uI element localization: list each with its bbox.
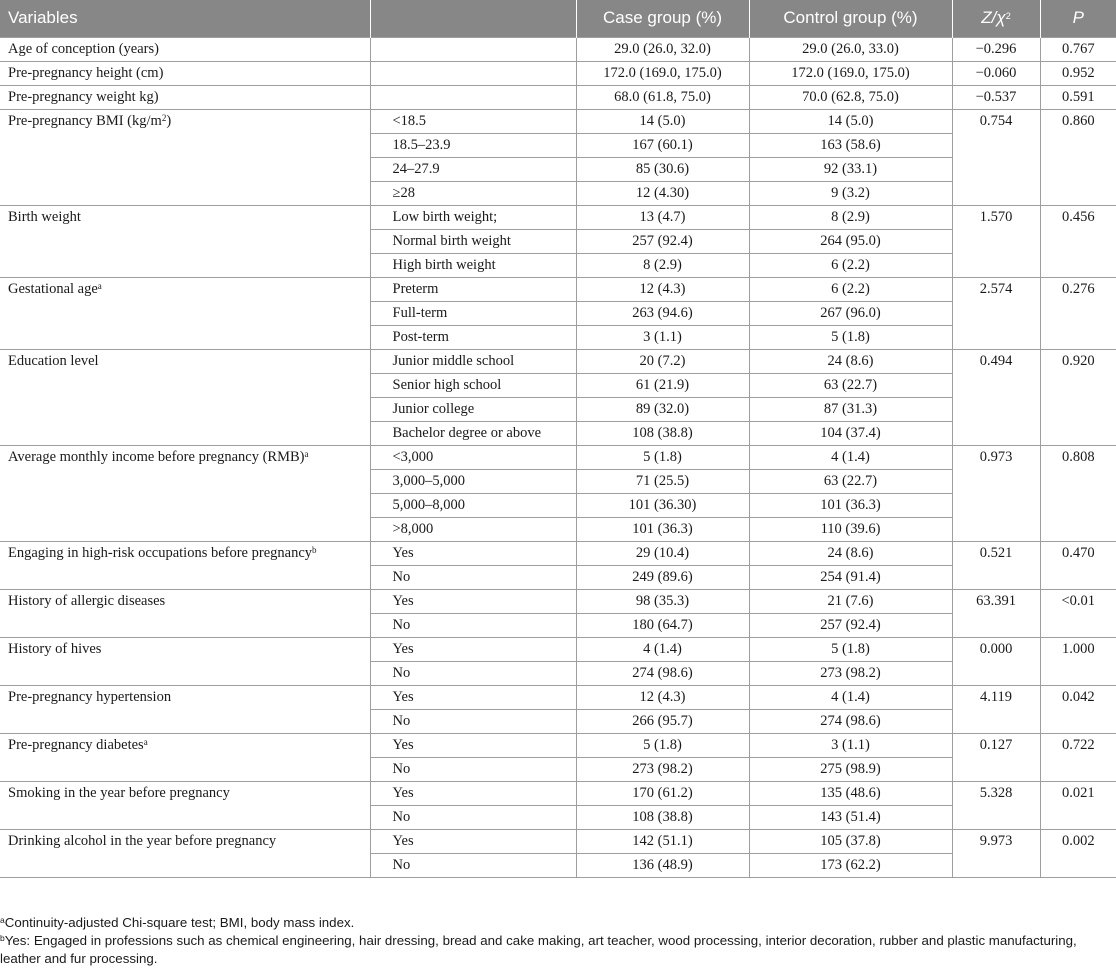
case-cell: 85 (30.6)	[576, 157, 749, 181]
control-cell: 275 (98.9)	[749, 757, 952, 781]
control-cell: 143 (51.4)	[749, 805, 952, 829]
category-cell: >8,000	[370, 517, 576, 541]
footnotes	[0, 914, 1116, 968]
category-cell: No	[370, 853, 576, 877]
statistic-cell: −0.060	[952, 61, 1040, 85]
p-value-cell: 0.920	[1040, 349, 1116, 445]
category-cell: <18.5	[370, 109, 576, 133]
control-cell: 4 (1.4)	[749, 445, 952, 469]
table-row	[0, 637, 1116, 661]
control-cell: 24 (8.6)	[749, 541, 952, 565]
header-category	[370, 0, 576, 37]
control-cell: 257 (92.4)	[749, 613, 952, 637]
p-value-cell: 0.808	[1040, 445, 1116, 541]
statistic-cell: 0.494	[952, 349, 1040, 445]
category-cell: Normal birth weight	[370, 229, 576, 253]
case-cell: 108 (38.8)	[576, 805, 749, 829]
footnote-marker: a	[304, 448, 309, 459]
control-cell: 105 (37.8)	[749, 829, 952, 853]
category-cell: Senior high school	[370, 373, 576, 397]
case-cell: 68.0 (61.8, 75.0)	[576, 85, 749, 109]
category-cell: 18.5–23.9	[370, 133, 576, 157]
case-cell: 170 (61.2)	[576, 781, 749, 805]
variable-cell	[0, 733, 370, 781]
statistic-cell: 0.000	[952, 637, 1040, 685]
statistic-cell: 4.119	[952, 685, 1040, 733]
variable-label: Age of conception (years)	[8, 40, 159, 57]
category-cell: Preterm	[370, 277, 576, 301]
case-cell: 4 (1.4)	[576, 637, 749, 661]
case-cell: 20 (7.2)	[576, 349, 749, 373]
category-cell: No	[370, 805, 576, 829]
p-value-cell: 0.002	[1040, 829, 1116, 877]
variable-cell	[0, 829, 370, 877]
header-statistic-label: Z/χ	[981, 8, 1006, 28]
case-cell: 12 (4.3)	[576, 685, 749, 709]
variable-cell	[0, 445, 370, 541]
category-cell	[370, 85, 576, 109]
variable-unit-superscript: 2	[161, 112, 167, 123]
variable-cell	[0, 85, 370, 109]
p-value-cell: 0.042	[1040, 685, 1116, 733]
control-cell: 5 (1.8)	[749, 325, 952, 349]
category-cell: Junior college	[370, 397, 576, 421]
p-value-cell: <0.01	[1040, 589, 1116, 637]
control-cell: 14 (5.0)	[749, 109, 952, 133]
footnote-text: Continuity-adjusted Chi-square test; BMI, body mass index.	[4, 915, 355, 930]
category-cell: Yes	[370, 589, 576, 613]
category-cell: Yes	[370, 637, 576, 661]
table-row	[0, 781, 1116, 805]
table-row	[0, 37, 1116, 61]
table-row	[0, 109, 1116, 133]
category-cell: Junior middle school	[370, 349, 576, 373]
category-cell: High birth weight	[370, 253, 576, 277]
control-cell: 6 (2.2)	[749, 277, 952, 301]
variable-label-suffix: )	[166, 112, 172, 129]
category-cell: Yes	[370, 829, 576, 853]
variable-cell	[0, 589, 370, 637]
control-cell: 87 (31.3)	[749, 397, 952, 421]
control-cell: 92 (33.1)	[749, 157, 952, 181]
category-cell	[370, 37, 576, 61]
statistic-cell: 2.574	[952, 277, 1040, 349]
category-cell: No	[370, 565, 576, 589]
table-row	[0, 349, 1116, 373]
control-cell: 274 (98.6)	[749, 709, 952, 733]
p-value-cell: 0.470	[1040, 541, 1116, 589]
case-cell: 167 (60.1)	[576, 133, 749, 157]
p-value-cell: 0.456	[1040, 205, 1116, 277]
case-cell: 5 (1.8)	[576, 445, 749, 469]
variable-label: History of allergic diseases	[8, 592, 166, 609]
header-variables: Variables	[0, 0, 370, 37]
control-cell: 3 (1.1)	[749, 733, 952, 757]
header-case-group: Case group (%)	[576, 0, 749, 37]
case-cell: 3 (1.1)	[576, 325, 749, 349]
case-cell: 273 (98.2)	[576, 757, 749, 781]
table-row	[0, 61, 1116, 85]
case-cell: 101 (36.30)	[576, 493, 749, 517]
header-p	[1040, 0, 1116, 37]
control-cell: 110 (39.6)	[749, 517, 952, 541]
variable-label: History of hives	[8, 640, 102, 657]
variable-cell	[0, 109, 370, 205]
case-cell: 142 (51.1)	[576, 829, 749, 853]
p-value-cell: 0.021	[1040, 781, 1116, 829]
p-value-cell: 0.767	[1040, 37, 1116, 61]
variable-label: Drinking alcohol in the year before pregnancy	[8, 832, 277, 849]
control-cell: 163 (58.6)	[749, 133, 952, 157]
control-cell: 21 (7.6)	[749, 589, 952, 613]
case-cell: 249 (89.6)	[576, 565, 749, 589]
control-cell: 264 (95.0)	[749, 229, 952, 253]
control-cell: 6 (2.2)	[749, 253, 952, 277]
p-value-cell: 0.591	[1040, 85, 1116, 109]
variable-label: Pre-pregnancy diabetes	[8, 736, 144, 753]
footnote-mark: b	[0, 933, 5, 943]
variable-label: Smoking in the year before pregnancy	[8, 784, 230, 801]
header-statistic	[952, 0, 1040, 37]
case-cell: 89 (32.0)	[576, 397, 749, 421]
category-cell: Yes	[370, 733, 576, 757]
control-cell: 63 (22.7)	[749, 469, 952, 493]
footnote-mark: a	[0, 915, 5, 925]
variable-label: Pre-pregnancy weight kg)	[8, 88, 159, 105]
variable-label: Pre-pregnancy hypertension	[8, 688, 172, 705]
statistic-cell: −0.537	[952, 85, 1040, 109]
category-cell: 24–27.9	[370, 157, 576, 181]
case-cell: 71 (25.5)	[576, 469, 749, 493]
p-value-cell: 0.860	[1040, 109, 1116, 205]
footnote-marker: b	[312, 544, 317, 555]
case-cell: 13 (4.7)	[576, 205, 749, 229]
case-cell: 14 (5.0)	[576, 109, 749, 133]
footnote	[0, 914, 1116, 932]
control-cell: 135 (48.6)	[749, 781, 952, 805]
control-cell: 9 (3.2)	[749, 181, 952, 205]
statistic-cell: 5.328	[952, 781, 1040, 829]
header-control-group: Control group (%)	[749, 0, 952, 37]
case-cell: 8 (2.9)	[576, 253, 749, 277]
control-cell: 63 (22.7)	[749, 373, 952, 397]
table-row	[0, 85, 1116, 109]
variable-label: Gestational age	[8, 280, 98, 297]
case-cell: 274 (98.6)	[576, 661, 749, 685]
control-cell: 173 (62.2)	[749, 853, 952, 877]
variable-cell	[0, 277, 370, 349]
category-cell: No	[370, 757, 576, 781]
statistic-cell: 1.570	[952, 205, 1040, 277]
control-cell: 267 (96.0)	[749, 301, 952, 325]
control-cell: 70.0 (62.8, 75.0)	[749, 85, 952, 109]
category-cell	[370, 61, 576, 85]
category-cell: Low birth weight;	[370, 205, 576, 229]
control-cell: 8 (2.9)	[749, 205, 952, 229]
control-cell: 273 (98.2)	[749, 661, 952, 685]
variable-label: Pre-pregnancy BMI (kg/m	[8, 112, 162, 129]
p-value-cell: 0.276	[1040, 277, 1116, 349]
table-row	[0, 277, 1116, 301]
statistic-cell: 0.754	[952, 109, 1040, 205]
variable-cell	[0, 205, 370, 277]
case-cell: 98 (35.3)	[576, 589, 749, 613]
category-cell: Yes	[370, 685, 576, 709]
table-body	[0, 37, 1116, 877]
case-cell: 12 (4.3)	[576, 277, 749, 301]
category-cell: <3,000	[370, 445, 576, 469]
control-cell: 24 (8.6)	[749, 349, 952, 373]
case-cell: 180 (64.7)	[576, 613, 749, 637]
footnote-marker: a	[97, 280, 102, 291]
category-cell: No	[370, 661, 576, 685]
variable-cell	[0, 685, 370, 733]
statistic-cell: 0.127	[952, 733, 1040, 781]
table-row	[0, 589, 1116, 613]
control-cell: 101 (36.3)	[749, 493, 952, 517]
case-cell: 136 (48.9)	[576, 853, 749, 877]
statistic-cell: 0.521	[952, 541, 1040, 589]
variable-cell	[0, 37, 370, 61]
footnote	[0, 932, 1116, 968]
category-cell: No	[370, 613, 576, 637]
case-cell: 29.0 (26.0, 32.0)	[576, 37, 749, 61]
case-cell: 263 (94.6)	[576, 301, 749, 325]
category-cell: Yes	[370, 541, 576, 565]
variable-cell	[0, 637, 370, 685]
control-cell: 254 (91.4)	[749, 565, 952, 589]
case-cell: 172.0 (169.0, 175.0)	[576, 61, 749, 85]
control-cell: 104 (37.4)	[749, 421, 952, 445]
p-value-cell: 0.952	[1040, 61, 1116, 85]
variable-cell	[0, 781, 370, 829]
case-cell: 29 (10.4)	[576, 541, 749, 565]
control-cell: 29.0 (26.0, 33.0)	[749, 37, 952, 61]
category-cell: Full-term	[370, 301, 576, 325]
footnote-marker: a	[143, 736, 148, 747]
footnote-text: Yes: Engaged in professions such as chemical engineering, hair dressing, bread and cake making, art teacher, wood processing, interior decoration, rubber and plastic manufacturing, leather and fur processing.	[0, 933, 1077, 966]
case-cell: 266 (95.7)	[576, 709, 749, 733]
statistic-cell: 9.973	[952, 829, 1040, 877]
header-p-label: P	[1072, 8, 1084, 28]
p-value-cell: 0.722	[1040, 733, 1116, 781]
case-cell: 257 (92.4)	[576, 229, 749, 253]
header-statistic-sup: 2	[1005, 11, 1011, 22]
control-cell: 172.0 (169.0, 175.0)	[749, 61, 952, 85]
variable-cell	[0, 61, 370, 85]
table-header-row	[0, 0, 1116, 37]
variable-cell	[0, 541, 370, 589]
case-cell: 5 (1.8)	[576, 733, 749, 757]
category-cell: Yes	[370, 781, 576, 805]
category-cell: ≥28	[370, 181, 576, 205]
category-cell: Bachelor degree or above	[370, 421, 576, 445]
variable-label: Average monthly income before pregnancy (RMB)	[8, 448, 305, 465]
table-row	[0, 685, 1116, 709]
control-cell: 5 (1.8)	[749, 637, 952, 661]
p-value-cell: 1.000	[1040, 637, 1116, 685]
variable-label: Pre-pregnancy height (cm)	[8, 64, 164, 81]
case-cell: 108 (38.8)	[576, 421, 749, 445]
variable-label: Birth weight	[8, 208, 81, 225]
statistic-cell: 0.973	[952, 445, 1040, 541]
variable-cell	[0, 349, 370, 445]
table-row	[0, 733, 1116, 757]
table-row	[0, 829, 1116, 853]
variable-label: Education level	[8, 352, 99, 369]
statistic-cell: 63.391	[952, 589, 1040, 637]
table-row	[0, 205, 1116, 229]
table-row	[0, 541, 1116, 565]
table-row	[0, 445, 1116, 469]
category-cell: Post-term	[370, 325, 576, 349]
category-cell: No	[370, 709, 576, 733]
case-cell: 61 (21.9)	[576, 373, 749, 397]
control-cell: 4 (1.4)	[749, 685, 952, 709]
variable-label: Engaging in high-risk occupations before pregnancy	[8, 544, 313, 561]
category-cell: 5,000–8,000	[370, 493, 576, 517]
statistic-cell: −0.296	[952, 37, 1040, 61]
case-cell: 12 (4.30)	[576, 181, 749, 205]
case-cell: 101 (36.3)	[576, 517, 749, 541]
category-cell: 3,000–5,000	[370, 469, 576, 493]
